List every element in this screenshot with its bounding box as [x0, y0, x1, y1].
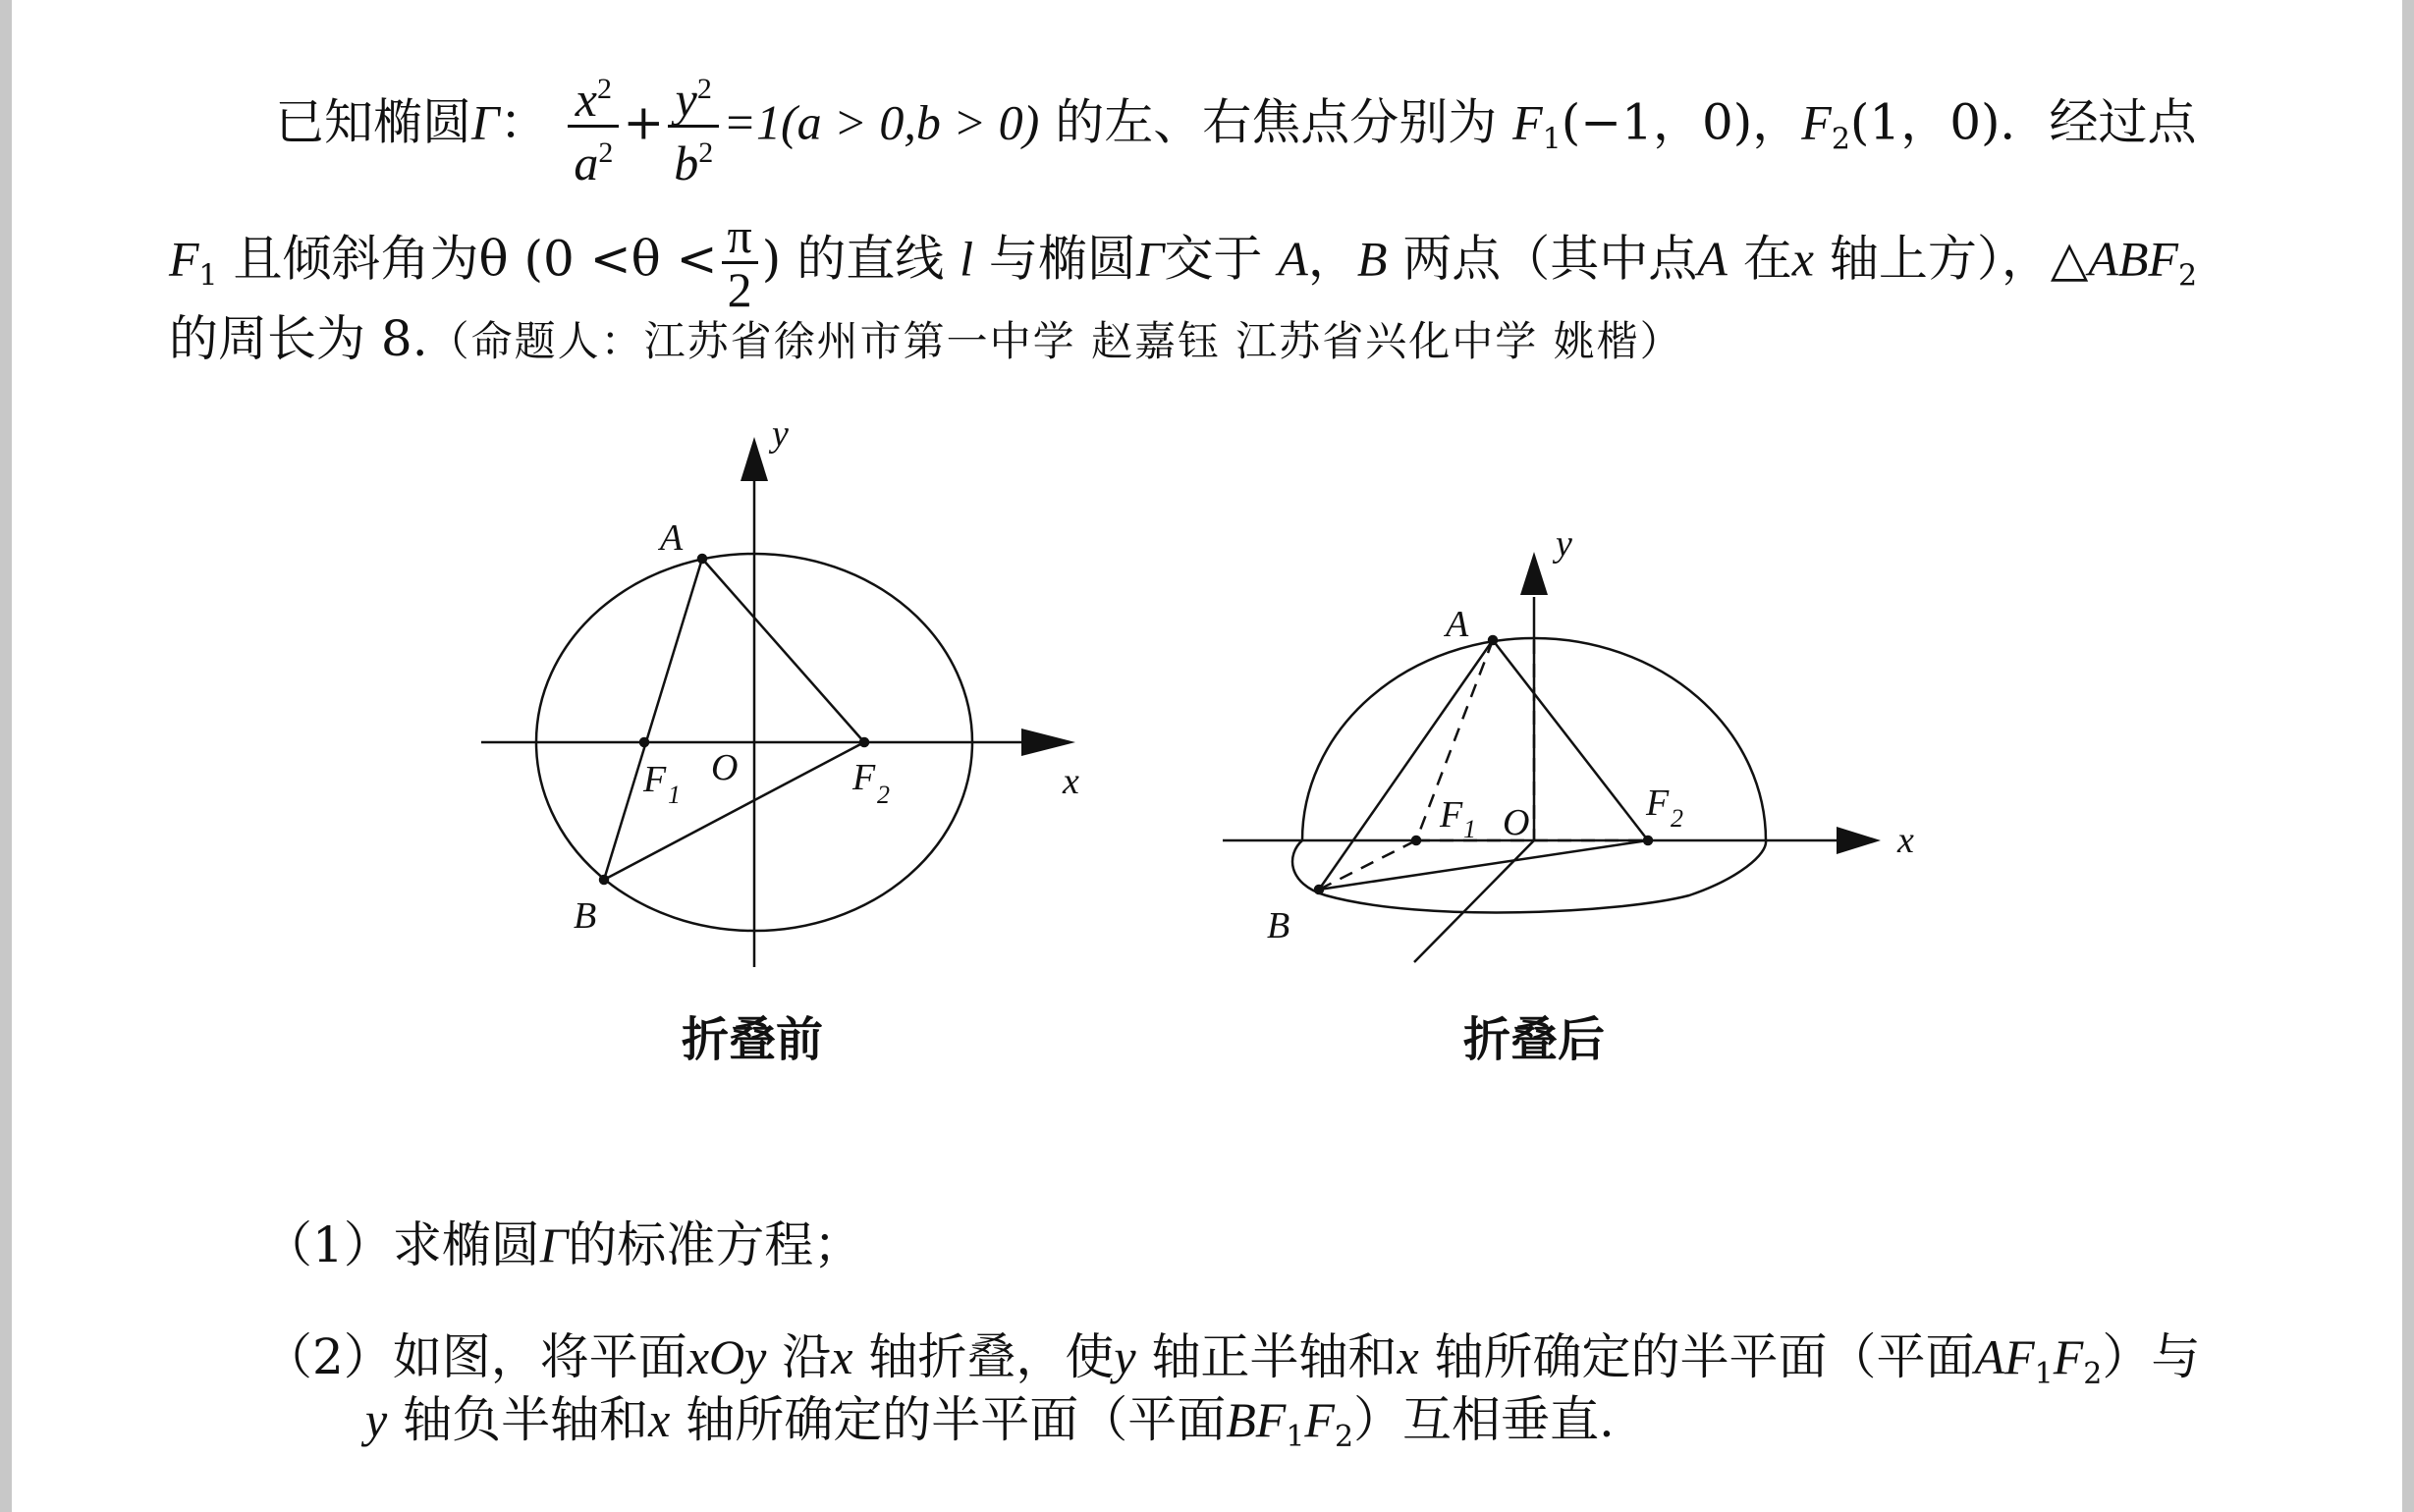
label-O-before: O: [711, 747, 739, 788]
label-F1-before: F: [643, 759, 667, 800]
negative-y-axis-after: [1414, 840, 1534, 962]
label-F2-after: F: [1646, 783, 1670, 824]
fraction-y2-b2: $\frac{y^2}{b^2}$: [668, 64, 719, 189]
question-1: （1）求椭圆Γ的标准方程；: [263, 1216, 863, 1273]
question-2-line-1: （2）如图，将平面xOy 沿x 轴折叠，使y 轴正半轴和x 轴所确定的半平面（平面$AF_1F_2$）与: [263, 1328, 2201, 1391]
label-B-after: B: [1267, 905, 1290, 946]
figure-before-fold: [481, 437, 1075, 967]
svg-text:1: 1: [1463, 815, 1476, 843]
label-F2-before: F: [852, 757, 876, 798]
question-2-line-2: y 轴负半轴和x 轴所确定的半平面（平面$BF_1F_2$）互相垂直.: [365, 1391, 1615, 1454]
problem-line-1: 已知椭圆Γ： $\frac{x^2}{a^2}$ + $\frac{y^2}{b^2}$ =1(a > 0,b > 0) 的左、右焦点分别为 $F_1(-1$，0)，$F_2(1$，0)．经过点: [275, 64, 2197, 189]
caption-after-fold: 折叠后: [1463, 1012, 1606, 1067]
svg-text:2: 2: [877, 781, 890, 809]
label-O-after: O: [1503, 802, 1530, 843]
author-note: （命题人：江苏省徐州市第一中学 赵嘉钰 江苏省兴化中学 姚楷）: [427, 317, 1683, 365]
ellipse-condition: =1(a > 0,b > 0): [723, 94, 1040, 150]
label-A-before: A: [660, 517, 684, 559]
caption-before-fold: 折叠前: [682, 1012, 824, 1067]
label-x-before: x: [1063, 761, 1079, 802]
line-AB-before: [604, 559, 702, 880]
line-AF2-before: [702, 559, 864, 742]
label-B-before: B: [574, 895, 597, 937]
fraction-x2-a2: $\frac{x^2}{a^2}$: [568, 64, 619, 189]
figure-after-fold: [1223, 552, 1881, 962]
label-x-after: x: [1897, 820, 1914, 861]
problem-line-3: 的周长为 8.（命题人：江苏省徐州市第一中学 赵嘉钰 江苏省兴化中学 姚楷）: [169, 310, 1683, 367]
problem-line-2: $F_1$ 且倾斜角为θ (0 <θ < $\frac{\pi}{2}$ ) 的直线 l 与椭圆Γ交于 A，B 两点（其中点A 在x 轴上方），$\triangle ABF_2$: [169, 208, 2198, 317]
fraction-pi-over-2: $\frac{\pi}{2}$: [722, 210, 758, 315]
label-y-before: y: [772, 413, 789, 455]
label-F1-after: F: [1440, 794, 1463, 836]
lower-half-ellipse: [1292, 840, 1766, 912]
figure-labels: [574, 413, 1914, 946]
svg-text:1: 1: [668, 781, 681, 809]
line-AB-after: [1319, 640, 1493, 890]
label-A-after: A: [1446, 604, 1469, 645]
label-y-after: y: [1556, 523, 1572, 565]
svg-text:2: 2: [1671, 804, 1683, 833]
